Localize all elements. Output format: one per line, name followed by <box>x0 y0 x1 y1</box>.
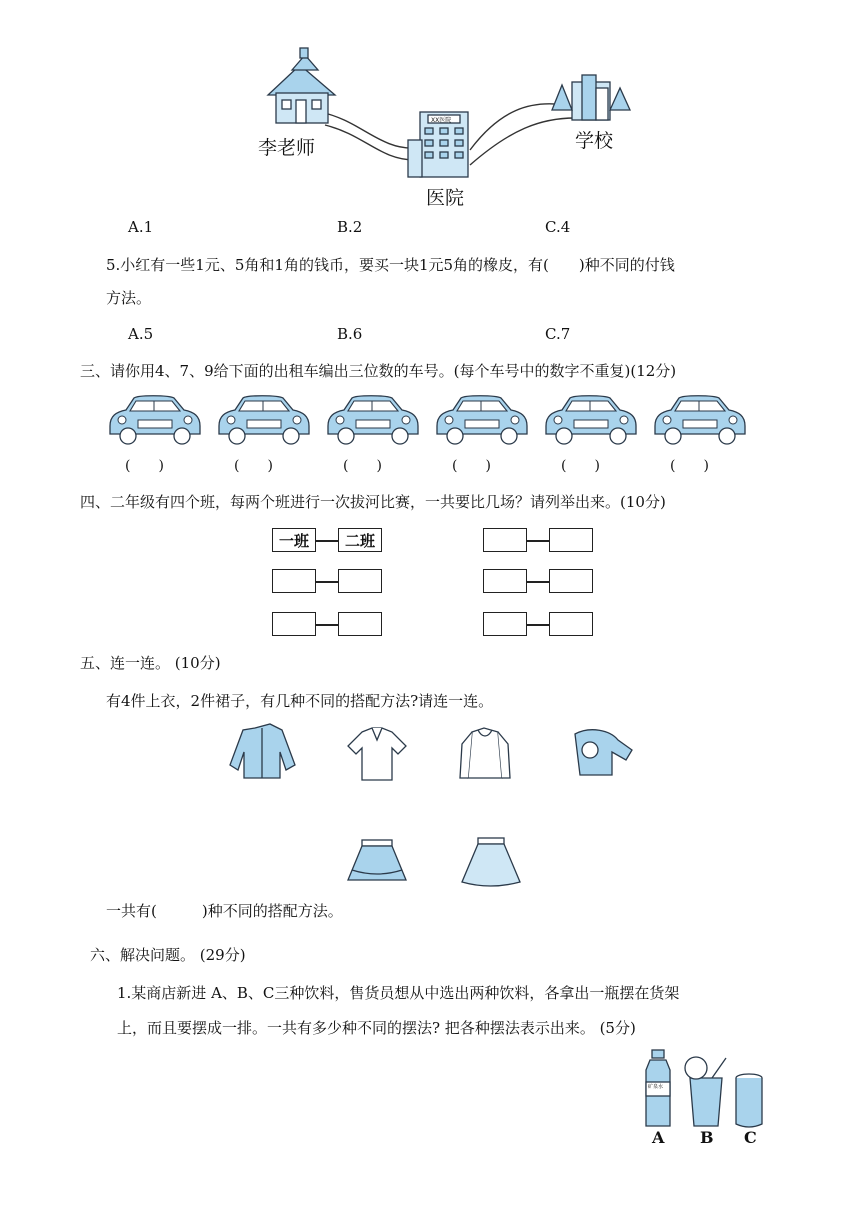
taxi-number-blank-3[interactable]: ( ) <box>343 458 382 474</box>
match-dash <box>316 581 338 583</box>
q5-option-a: A.5 <box>128 325 154 343</box>
section6-title: 六、解决问题。 (29分) <box>90 946 246 964</box>
section6-q1-line1: 1.某商店新进 A、B、C三种饮料，售货员想从中选出两种饮料，各拿出一瓶摆在货架 <box>117 984 680 1002</box>
drink-label-c: C <box>744 1128 757 1147</box>
q5-option-c: C.7 <box>545 325 571 343</box>
match-box-blank[interactable] <box>272 612 316 636</box>
section5-title: 五、连一连。 (10分) <box>80 654 221 672</box>
match-dash <box>316 624 338 626</box>
section5-answer-line: 一共有( )种不同的搭配方法。 <box>106 902 343 920</box>
match-dash <box>527 540 549 542</box>
taxi-row <box>0 392 860 452</box>
match-dash <box>527 581 549 583</box>
match-dash <box>527 624 549 626</box>
clothes-illustration <box>0 720 860 900</box>
match-box: 二班 <box>338 528 382 552</box>
map-label-hospital: 医院 <box>426 187 465 209</box>
section4-title: 四、二年级有四个班，每两个班进行一次拔河比赛，一共要比几场？请列举出来。(10分) <box>80 493 666 511</box>
taxi-number-blank-5[interactable]: ( ) <box>561 458 600 474</box>
long-skirt-icon <box>462 838 520 886</box>
soda-can-icon <box>736 1074 762 1127</box>
taxi-icon <box>437 396 527 444</box>
drink-label-b: B <box>700 1128 714 1147</box>
q5-text-line2: 方法。 <box>106 289 152 307</box>
taxi-icon <box>328 396 418 444</box>
q4-option-b: B.2 <box>337 218 363 236</box>
taxi-icon <box>655 396 745 444</box>
match-box-blank[interactable] <box>272 569 316 593</box>
match-dash <box>316 540 338 542</box>
map-illustration <box>0 0 860 210</box>
match-box-blank[interactable] <box>338 612 382 636</box>
match-box-blank[interactable] <box>483 528 527 552</box>
tutu-skirt-icon <box>348 840 406 880</box>
q4-option-c: C.4 <box>545 218 571 236</box>
map-label-school: 学校 <box>575 130 614 152</box>
q5-option-b: B.6 <box>337 325 363 343</box>
taxi-icon <box>219 396 309 444</box>
juice-cup-icon <box>685 1057 726 1126</box>
taxi-number-blank-2[interactable]: ( ) <box>234 458 273 474</box>
school-building-icon <box>552 75 630 120</box>
hospital-sign: XX医院 <box>431 117 452 124</box>
bottle-label-text: 矿泉水 <box>648 1084 664 1090</box>
map-label-home: 李老师 <box>258 137 316 159</box>
section6-q1-line2: 上，而且要摆成一排。一共有多少种不同的摆法? 把各种摆法表示出来。 (5分) <box>117 1019 636 1037</box>
section5-prompt: 有4件上衣，2件裙子，有几种不同的搭配方法?请连一连。 <box>106 692 494 710</box>
match-box-blank[interactable] <box>549 528 593 552</box>
taxi-icon <box>110 396 200 444</box>
match-box-blank[interactable] <box>483 612 527 636</box>
q5-text-line1: 5.小红有一些1元、5角和1角的钱币，要买一块1元5角的橡皮，有( )种不同的付钱 <box>106 256 675 274</box>
house-icon <box>268 48 335 123</box>
jacket-icon <box>575 730 632 775</box>
taxi-icon <box>546 396 636 444</box>
taxi-number-blank-6[interactable]: ( ) <box>670 458 709 474</box>
shirt-icon <box>230 724 295 778</box>
match-box-blank[interactable] <box>549 569 593 593</box>
q4-option-a: A.1 <box>128 218 154 236</box>
drink-label-a: A <box>652 1128 665 1147</box>
match-box-blank[interactable] <box>483 569 527 593</box>
polo-shirt-icon <box>348 728 406 780</box>
match-box-blank[interactable] <box>549 612 593 636</box>
taxi-number-blank-1[interactable]: ( ) <box>125 458 164 474</box>
match-box-blank[interactable] <box>338 569 382 593</box>
match-box: 一班 <box>272 528 316 552</box>
section3-title: 三、请你用4、7、9给下面的出租车编出三位数的车号。(每个车号中的数字不重复)(12分) <box>80 362 677 380</box>
taxi-number-blank-4[interactable]: ( ) <box>452 458 491 474</box>
sweater-icon <box>460 728 510 778</box>
drinks-illustration <box>0 1048 860 1148</box>
